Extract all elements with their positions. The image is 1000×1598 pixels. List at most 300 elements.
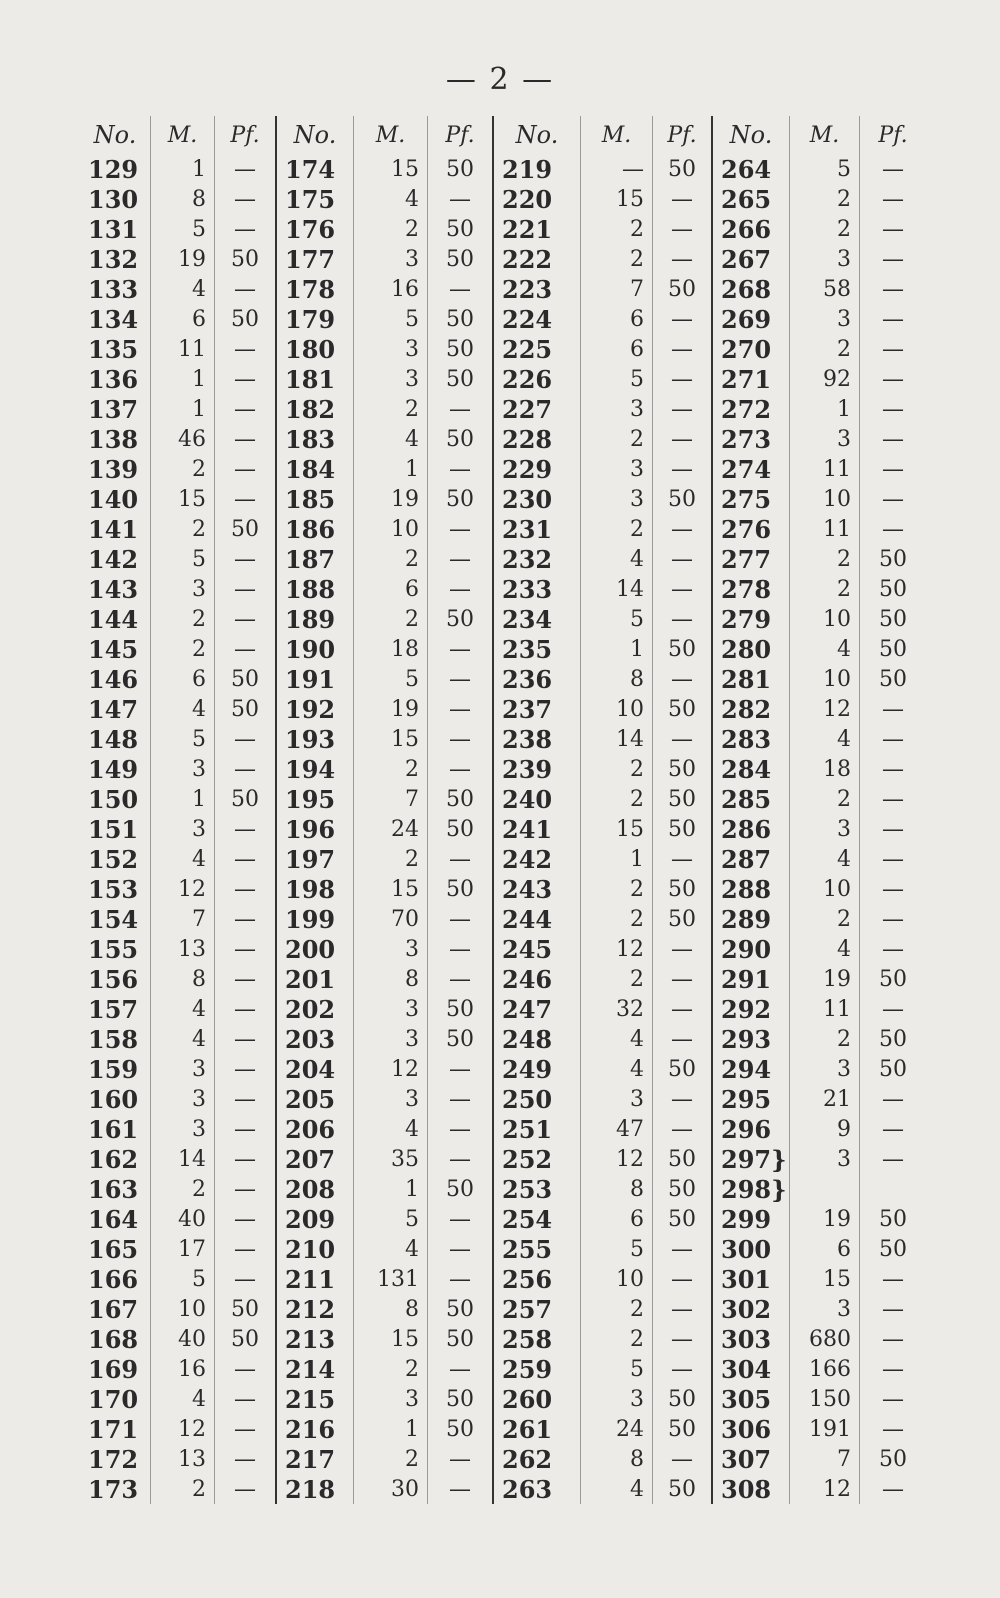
cell-m: 19 [789, 964, 859, 994]
cell-m: 1 [150, 394, 214, 424]
table-row [80, 184, 275, 214]
cell-m: 14 [580, 574, 652, 604]
cell-m: 2 [580, 874, 652, 904]
cell-no: 139 [88, 454, 139, 484]
table-row [713, 994, 926, 1024]
cell-no: 162 [88, 1144, 139, 1174]
table-row [80, 544, 275, 574]
cell-m: 2 [353, 394, 427, 424]
cell-m: 10 [789, 664, 859, 694]
table-row [494, 784, 711, 814]
cell-m: 4 [150, 844, 214, 874]
table-header [713, 116, 926, 154]
cell-m: 30 [353, 1474, 427, 1504]
table-row [494, 844, 711, 874]
cell-pf: 50 [652, 784, 711, 814]
cell-m: 1 [353, 1414, 427, 1444]
cell-pf: — [652, 1294, 711, 1324]
cell-no: 254 [502, 1204, 553, 1234]
cell-no: 130 [88, 184, 139, 214]
cell-no: 296 [721, 1114, 772, 1144]
table-row [713, 1264, 926, 1294]
cell-pf: — [652, 1234, 711, 1264]
cell-pf: 50 [214, 514, 275, 544]
cell-pf: — [652, 214, 711, 244]
table-row [494, 1114, 711, 1144]
header-no: No. [293, 121, 337, 149]
cell-no: 183 [285, 424, 336, 454]
cell-no: 178 [285, 274, 336, 304]
cell-m: 2 [353, 544, 427, 574]
cell-m: 32 [580, 994, 652, 1024]
cell-no: 191 [285, 664, 336, 694]
table-row [277, 274, 492, 304]
cell-pf: 50 [859, 1204, 926, 1234]
cell-m: 7 [789, 1444, 859, 1474]
table-row [713, 604, 926, 634]
cell-pf: — [859, 1144, 926, 1174]
cell-m: 15 [353, 154, 427, 184]
cell-no: 181 [285, 364, 336, 394]
cell-pf: — [652, 334, 711, 364]
cell-pf: — [859, 724, 926, 754]
cell-m: 3 [150, 1114, 214, 1144]
cell-no: 264 [721, 154, 772, 184]
cell-m: 2 [580, 1294, 652, 1324]
table-row [80, 454, 275, 484]
table-row [80, 784, 275, 814]
header-pf: Pf. [652, 116, 711, 154]
cell-pf: — [427, 1234, 492, 1264]
cell-m: 7 [150, 904, 214, 934]
cell-no: 304 [721, 1354, 772, 1384]
table-row [80, 1084, 275, 1114]
cell-pf: — [214, 1384, 275, 1414]
cell-no: 169 [88, 1354, 139, 1384]
cell-pf: 50 [652, 1474, 711, 1504]
table-row [80, 934, 275, 964]
cell-no: 303 [721, 1324, 772, 1354]
cell-pf: 50 [859, 604, 926, 634]
cell-pf: 50 [214, 1294, 275, 1324]
table-row [277, 1474, 492, 1504]
table-row [80, 1024, 275, 1054]
table-row [277, 214, 492, 244]
table-row [494, 874, 711, 904]
cell-m: 2 [150, 604, 214, 634]
cell-pf: 50 [427, 214, 492, 244]
cell-no: 159 [88, 1054, 139, 1084]
cell-m: 15 [353, 874, 427, 904]
cell-no: 229 [502, 454, 553, 484]
cell-pf: — [214, 1264, 275, 1294]
cell-no: 274 [721, 454, 772, 484]
cell-no: 185 [285, 484, 336, 514]
cell-no: 161 [88, 1114, 139, 1144]
cell-pf: — [859, 754, 926, 784]
table-row [80, 1234, 275, 1264]
cell-pf: 50 [214, 694, 275, 724]
cell-no: 206 [285, 1114, 336, 1144]
table-row [494, 1174, 711, 1204]
cell-no: 279 [721, 604, 772, 634]
cell-no: 267 [721, 244, 772, 274]
cell-no: 196 [285, 814, 336, 844]
cell-m: 12 [353, 1054, 427, 1084]
cell-pf: — [859, 334, 926, 364]
cell-m: 46 [150, 424, 214, 454]
table-row [277, 664, 492, 694]
cell-pf: — [427, 274, 492, 304]
cell-no: 171 [88, 1414, 139, 1444]
cell-no: 165 [88, 1234, 139, 1264]
table-row [277, 544, 492, 574]
table-row [713, 1024, 926, 1054]
cell-m: 3 [353, 1384, 427, 1414]
cell-no: 134 [88, 304, 139, 334]
cell-pf: — [859, 484, 926, 514]
cell-m: 5 [580, 604, 652, 634]
table-row [80, 664, 275, 694]
table-row [80, 424, 275, 454]
cell-m: 2 [789, 184, 859, 214]
table-row [80, 1144, 275, 1174]
cell-no: 308 [721, 1474, 772, 1504]
cell-pf [859, 1174, 926, 1204]
cell-no: 147 [88, 694, 139, 724]
table-row [80, 694, 275, 724]
cell-m: 2 [353, 1354, 427, 1384]
cell-no: 199 [285, 904, 336, 934]
table-row [80, 1474, 275, 1504]
cell-no: 275 [721, 484, 772, 514]
table-row [494, 1204, 711, 1234]
cell-pf: — [652, 394, 711, 424]
cell-no: 271 [721, 364, 772, 394]
table-row [713, 694, 926, 724]
table-row [80, 1324, 275, 1354]
cell-pf: — [214, 544, 275, 574]
cell-m: 2 [789, 334, 859, 364]
cell-m: 14 [580, 724, 652, 754]
table-row [713, 1414, 926, 1444]
cell-pf: — [214, 634, 275, 664]
cell-m: 2 [353, 844, 427, 874]
cell-pf: 50 [427, 874, 492, 904]
cell-pf: — [652, 544, 711, 574]
cell-pf: — [214, 934, 275, 964]
cell-pf: — [427, 694, 492, 724]
cell-no: 200 [285, 934, 336, 964]
table-row [713, 274, 926, 304]
cell-m: 10 [789, 484, 859, 514]
cell-no: 209 [285, 1204, 336, 1234]
table-row [277, 394, 492, 424]
cell-pf: — [427, 724, 492, 754]
cell-no: 177 [285, 244, 336, 274]
cell-m: 4 [789, 634, 859, 664]
cell-m: 4 [580, 1474, 652, 1504]
table-row [277, 1144, 492, 1174]
table-row [713, 574, 926, 604]
table-row [494, 1084, 711, 1114]
cell-pf: — [859, 304, 926, 334]
cell-no: 248 [502, 1024, 553, 1054]
cell-no: 300 [721, 1234, 772, 1264]
table-row [494, 364, 711, 394]
table-row [494, 424, 711, 454]
table-row [277, 1264, 492, 1294]
cell-m: 16 [150, 1354, 214, 1384]
cell-no: 176 [285, 214, 336, 244]
cell-pf: — [652, 964, 711, 994]
cell-pf: 50 [427, 484, 492, 514]
cell-m: 3 [353, 244, 427, 274]
cell-no: 242 [502, 844, 553, 874]
cell-m: 2 [580, 244, 652, 274]
cell-m: 6 [580, 304, 652, 334]
cell-no: 186 [285, 514, 336, 544]
cell-no: 238 [502, 724, 553, 754]
cell-no: 266 [721, 214, 772, 244]
cell-no: 305 [721, 1384, 772, 1414]
cell-no: 189 [285, 604, 336, 634]
cell-pf: — [214, 844, 275, 874]
table-row [713, 1384, 926, 1414]
cell-m: 10 [789, 874, 859, 904]
cell-pf: — [214, 1054, 275, 1084]
cell-no: 190 [285, 634, 336, 664]
cell-pf: — [214, 424, 275, 454]
cell-m: 4 [150, 994, 214, 1024]
cell-m: 3 [150, 754, 214, 784]
table-row [80, 334, 275, 364]
table-row [494, 394, 711, 424]
cell-m: 7 [580, 274, 652, 304]
cell-pf: — [214, 484, 275, 514]
cell-no: 211 [285, 1264, 336, 1294]
table-row [494, 1354, 711, 1384]
cell-m: 3 [353, 994, 427, 1024]
cell-no: 299 [721, 1204, 772, 1234]
cell-m: 3 [150, 1054, 214, 1084]
cell-no: 193 [285, 724, 336, 754]
cell-pf: — [652, 514, 711, 544]
table-row [713, 754, 926, 784]
table-row [713, 784, 926, 814]
cell-no: 240 [502, 784, 553, 814]
cell-pf: — [214, 1144, 275, 1174]
cell-no: 236 [502, 664, 553, 694]
table-row [277, 574, 492, 604]
cell-no: 281 [721, 664, 772, 694]
cell-m: 4 [150, 1024, 214, 1054]
cell-pf: — [427, 754, 492, 784]
cell-pf: — [214, 964, 275, 994]
table-row [277, 1084, 492, 1114]
cell-pf: — [859, 1324, 926, 1354]
table-row [494, 244, 711, 274]
cell-pf: 50 [427, 154, 492, 184]
table-row [80, 394, 275, 424]
cell-no: 131 [88, 214, 139, 244]
cell-pf: — [859, 1354, 926, 1384]
cell-no: 133 [88, 274, 139, 304]
cell-no: 163 [88, 1174, 139, 1204]
cell-pf: 50 [652, 1414, 711, 1444]
cell-no: 144 [88, 604, 139, 634]
cell-pf: — [427, 1204, 492, 1234]
header-no: No. [729, 121, 773, 149]
cell-pf: — [652, 364, 711, 394]
header-m: M. [789, 116, 859, 154]
cell-pf: — [652, 934, 711, 964]
cell-m: 3 [150, 574, 214, 604]
cell-no: 146 [88, 664, 139, 694]
cell-no: 255 [502, 1234, 553, 1264]
table-row [80, 1384, 275, 1414]
cell-m: 19 [789, 1204, 859, 1234]
cell-pf: 50 [652, 1204, 711, 1234]
table-row [713, 184, 926, 214]
cell-m: 15 [353, 724, 427, 754]
cell-m [789, 1174, 859, 1204]
cell-m: 166 [789, 1354, 859, 1384]
cell-pf: — [214, 754, 275, 784]
table-row [494, 274, 711, 304]
cell-pf: — [214, 214, 275, 244]
cell-m: 13 [150, 934, 214, 964]
table-row [277, 814, 492, 844]
table-row [494, 664, 711, 694]
cell-m: 150 [789, 1384, 859, 1414]
cell-m: 92 [789, 364, 859, 394]
cell-pf: — [427, 1054, 492, 1084]
cell-no: 214 [285, 1354, 336, 1384]
cell-no: 241 [502, 814, 553, 844]
cell-m: 3 [150, 1084, 214, 1114]
cell-no: 212 [285, 1294, 336, 1324]
table-row [80, 1414, 275, 1444]
cell-m: 2 [789, 1024, 859, 1054]
cell-m: 4 [150, 1384, 214, 1414]
cell-pf: — [859, 394, 926, 424]
cell-pf: 50 [859, 1054, 926, 1084]
cell-pf: — [652, 244, 711, 274]
cell-no: 249 [502, 1054, 553, 1084]
table-row [713, 964, 926, 994]
cell-pf: 50 [859, 1024, 926, 1054]
cell-pf: 50 [214, 664, 275, 694]
table-row [713, 544, 926, 574]
cell-m: 6 [580, 334, 652, 364]
cell-pf: — [652, 724, 711, 754]
cell-pf: 50 [859, 544, 926, 574]
cell-no: 259 [502, 1354, 553, 1384]
table-row [494, 1234, 711, 1264]
cell-pf: — [214, 1174, 275, 1204]
table-row [713, 1204, 926, 1234]
cell-m: 131 [353, 1264, 427, 1294]
table-row [80, 1114, 275, 1144]
cell-pf: 50 [652, 1174, 711, 1204]
cell-m: 2 [580, 1324, 652, 1354]
cell-no: 277 [721, 544, 772, 574]
cell-pf: 50 [214, 784, 275, 814]
cell-no: 258 [502, 1324, 553, 1354]
table-row [80, 244, 275, 274]
cell-m: 2 [789, 544, 859, 574]
cell-no: 270 [721, 334, 772, 364]
cell-pf: — [214, 364, 275, 394]
cell-no: 283 [721, 724, 772, 754]
cell-no: 184 [285, 454, 336, 484]
cell-m: 21 [789, 1084, 859, 1114]
cell-m: 4 [353, 184, 427, 214]
table-row [277, 514, 492, 544]
header-m: M. [150, 116, 214, 154]
table-row [80, 154, 275, 184]
cell-no: 257 [502, 1294, 553, 1324]
table-row [277, 154, 492, 184]
cell-m: 2 [789, 784, 859, 814]
cell-no: 292 [721, 994, 772, 1024]
cell-m: 3 [789, 1144, 859, 1174]
cell-m: 7 [353, 784, 427, 814]
cell-no: 208 [285, 1174, 336, 1204]
cell-m: 2 [353, 754, 427, 784]
table-row [277, 1024, 492, 1054]
cell-m: 5 [150, 1264, 214, 1294]
cell-no: 221 [502, 214, 553, 244]
cell-no: 141 [88, 514, 139, 544]
table-row [80, 604, 275, 634]
cell-no: 197 [285, 844, 336, 874]
cell-m: 8 [150, 184, 214, 214]
cell-m: 15 [580, 814, 652, 844]
cell-m: 24 [580, 1414, 652, 1444]
table-row [713, 904, 926, 934]
cell-pf: — [859, 784, 926, 814]
cell-pf: — [427, 844, 492, 874]
cell-pf: — [859, 904, 926, 934]
cell-m: 11 [789, 454, 859, 484]
cell-no: 132 [88, 244, 139, 274]
cell-pf: 50 [652, 694, 711, 724]
cell-pf: 50 [652, 634, 711, 664]
cell-no: 286 [721, 814, 772, 844]
cell-m: 3 [789, 814, 859, 844]
cell-m: 2 [580, 784, 652, 814]
cell-m: 10 [580, 1264, 652, 1294]
table-row [713, 424, 926, 454]
price-table [80, 116, 920, 1504]
cell-no: 136 [88, 364, 139, 394]
cell-pf: — [214, 1474, 275, 1504]
table-row [713, 1234, 926, 1264]
cell-pf: — [427, 634, 492, 664]
table-row [80, 274, 275, 304]
cell-no: 232 [502, 544, 553, 574]
table-row [494, 544, 711, 574]
table-row [277, 184, 492, 214]
table-row [494, 964, 711, 994]
cell-no: 138 [88, 424, 139, 454]
table-row [80, 514, 275, 544]
header-no: No. [93, 121, 137, 149]
cell-m: 2 [789, 904, 859, 934]
table-row [80, 754, 275, 784]
